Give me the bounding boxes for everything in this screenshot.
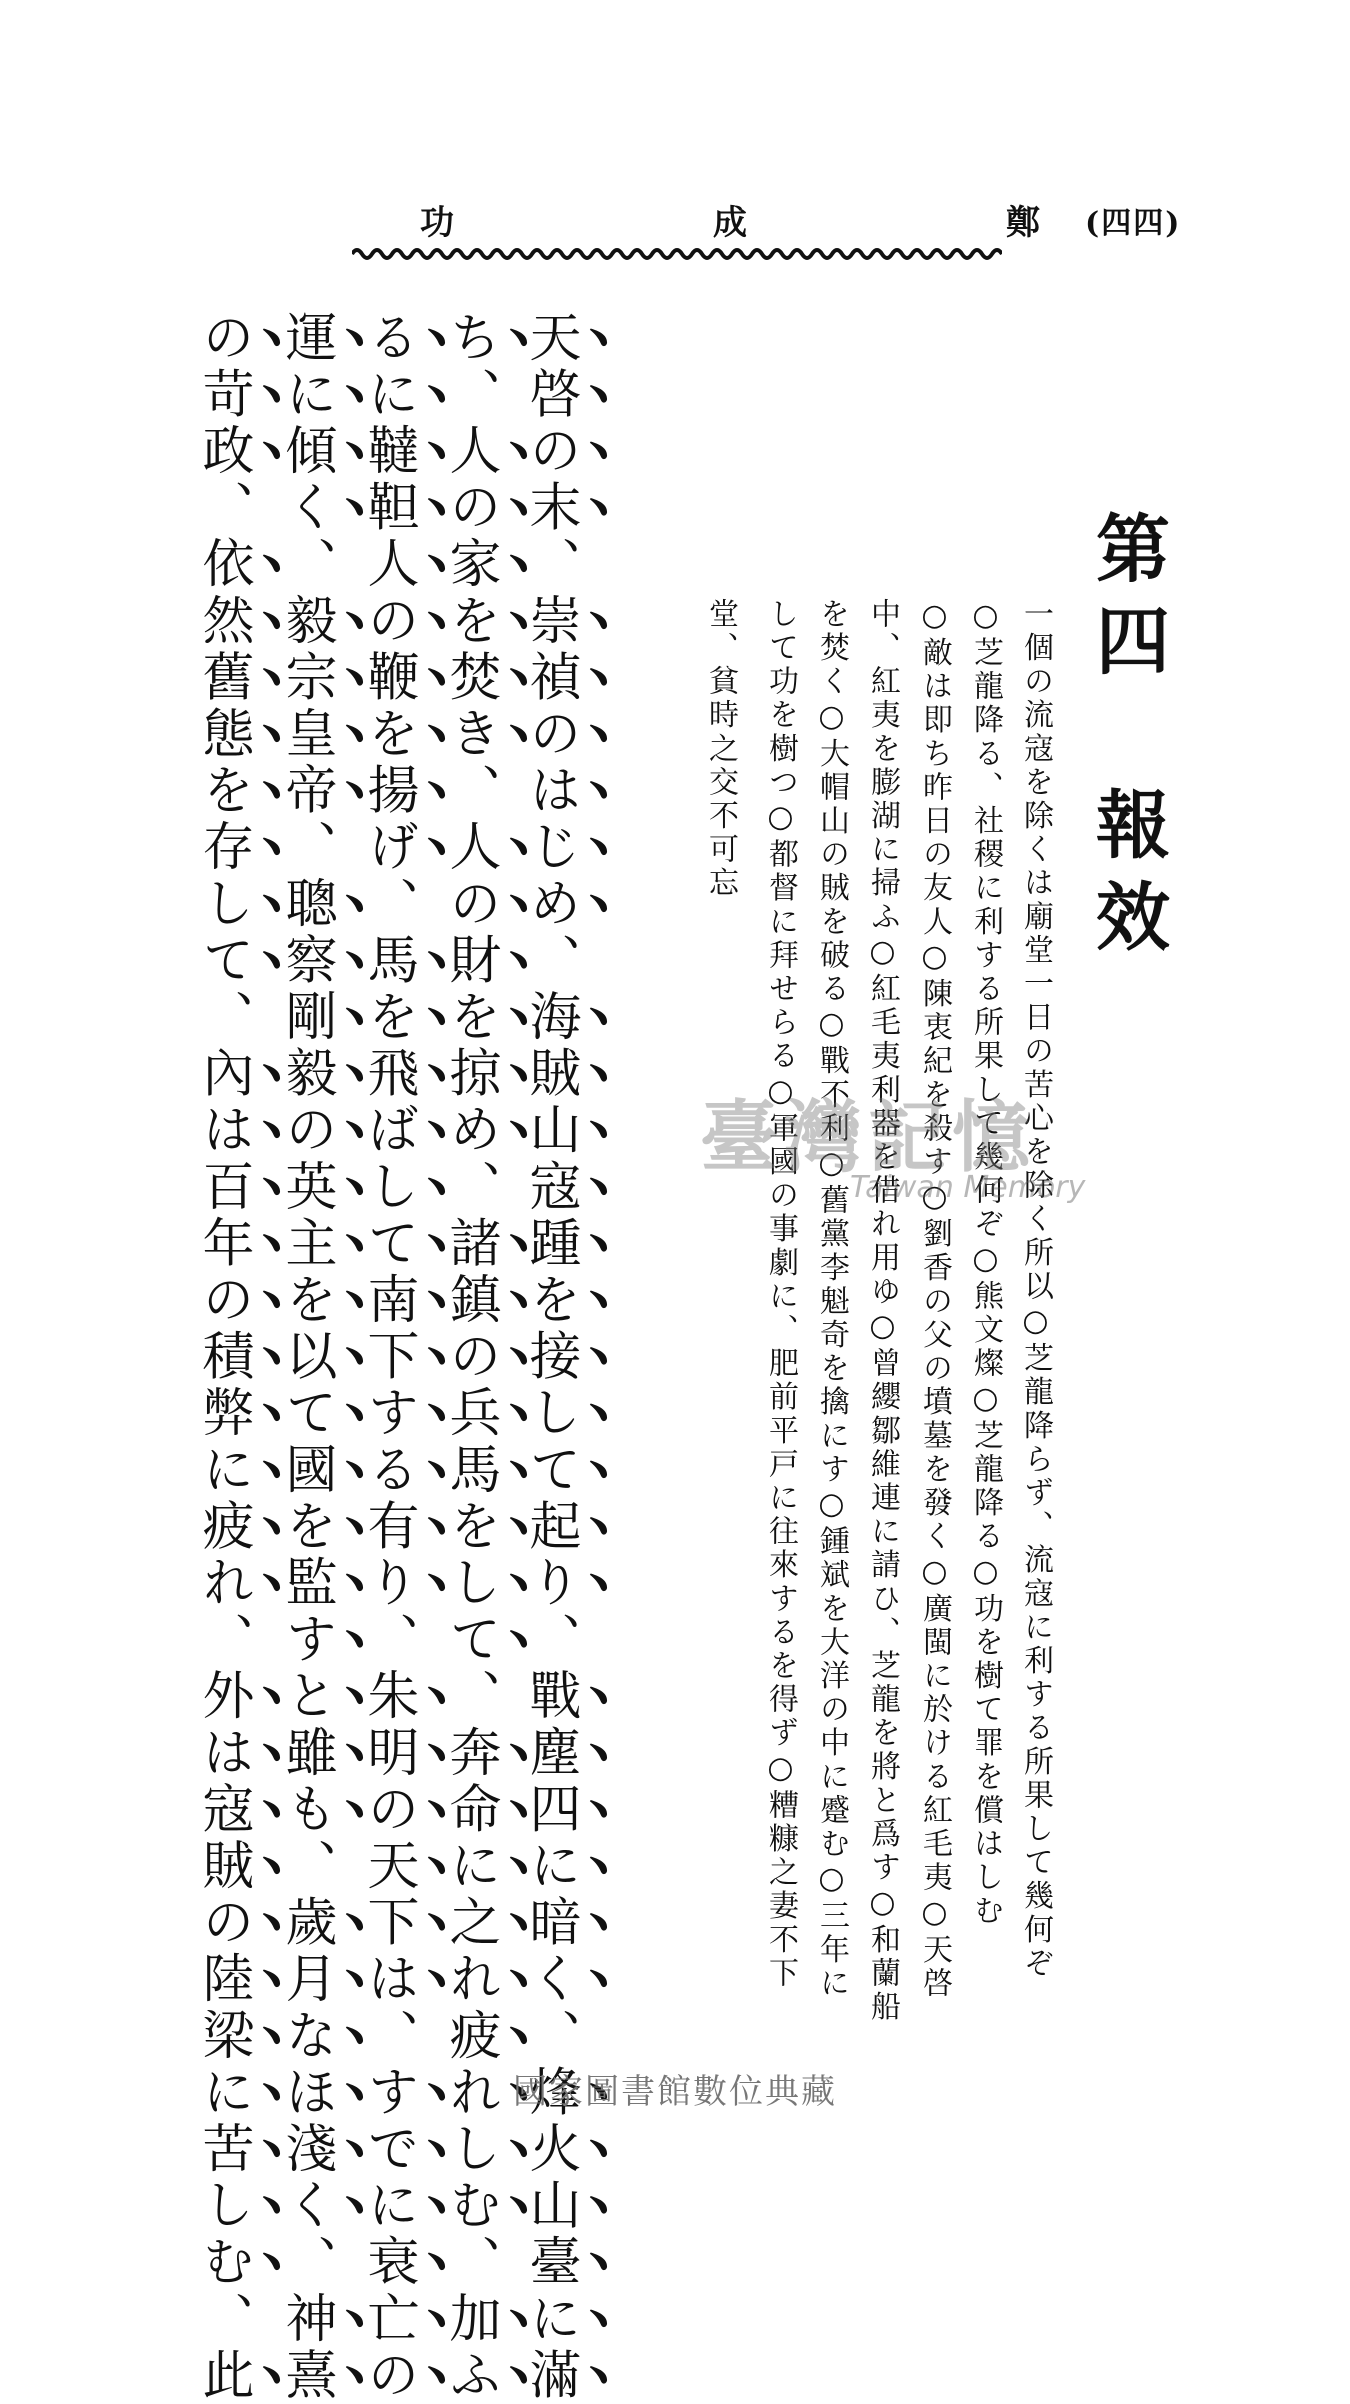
summary-line: して功を樹つ○都督に拜せらる○軍國の事劇に、肥前平戸に往來するを得ず○糟糠之妻不下 — [763, 598, 798, 1991]
running-title-char-1: 鄭 — [1006, 202, 1040, 243]
watermark-subtitle: Taiwan Memory — [850, 1170, 1086, 1205]
summary-line: を焚く○大帽山の賊を破る○戰不利○舊黨李魁奇を擒にす○鍾斌を大洋の中に蹙む○三年に — [814, 598, 849, 2001]
watermark-logo: 臺灣記憶 — [700, 1092, 1037, 1183]
body-line: るに韃靼人の鞭を揚げ、馬を飛ばして南下する有り、朱明の天下は、すでに衰亡の — [358, 310, 418, 2404]
running-title-char-3: 功 — [420, 202, 454, 243]
body-line: の苛政、依然舊態を存して、內は百年の積弊に疲れ、外は寇賊の陸梁に苦しむ、此 — [193, 310, 253, 2404]
summary-line: ○芝龍降る、社稷に利する所果して幾何ぞ○熊文燦○芝龍降る○功を樹て罪を償はしむ — [968, 598, 1003, 1929]
body-line: 天啓の末、崇禎のはじめ、海賊山寇踵を接して起り、戰塵四に暗く、烽火山臺に滿 — [520, 310, 580, 2404]
chapter-heading: 第四 報效 — [1084, 510, 1170, 970]
watermark — [700, 1075, 1120, 1225]
page-number: (四四) — [1085, 206, 1182, 241]
body-line: ち、人の家を焚き、人の財を掠め、諸鎮の兵馬をして、奔命に之れ疲れしむ、加ふ — [440, 310, 500, 2404]
summary-line: 一個の流寇を除くは廟堂一日の苦心を除く所以○芝龍降らず、流寇に利する所果して幾何ぞ — [1018, 598, 1053, 1981]
summary-line: 中、紅夷を膨湖に掃ふ○紅毛夷利器を借れ用ゆ○曾纓鄒維連に請ひ、芝龍を將と爲す○和蘭船 — [865, 598, 900, 2025]
summary-line: 堂、貧時之交不可忘 — [703, 598, 738, 901]
running-title-char-2: 成 — [713, 202, 747, 243]
summary-line: ○敵は即ち昨日の友人○陳衷紀を殺す○劉香の父の墳墓を發く○廣閩に於ける紅毛夷○天啓 — [917, 598, 952, 2001]
footer-archive-label: 國家圖書館數位典藏 — [513, 2072, 837, 2112]
body-line: 運に傾く、毅宗皇帝、聰察剛毅の英主を以て國を監すと雖も、歲月なほ淺く、神熹 — [276, 310, 336, 2404]
running-title — [420, 196, 1040, 242]
header-wavy-rule — [352, 243, 1002, 265]
